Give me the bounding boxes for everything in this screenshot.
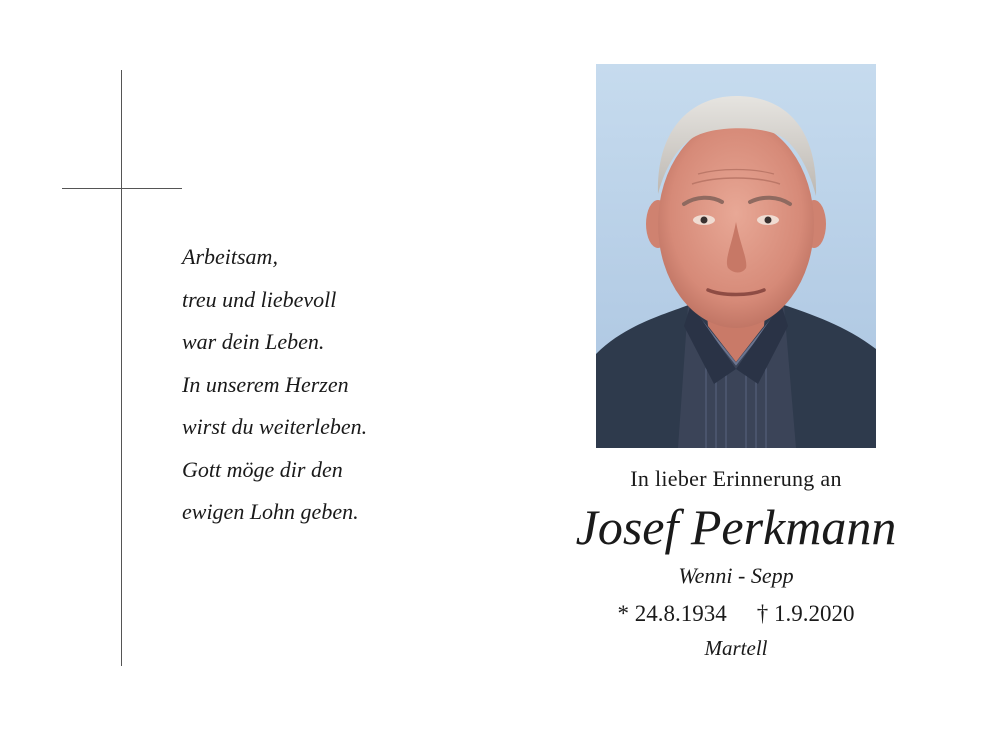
poem-line: ewigen Lohn geben. xyxy=(182,499,359,524)
poem-line: Gott möge dir den xyxy=(182,456,343,482)
intro-text: In lieber Erinnerung an xyxy=(630,466,842,491)
deceased-name: Josef Perkmann xyxy=(575,499,897,555)
nickname: Wenni - Sepp xyxy=(678,563,794,588)
poem-line: war dein Leben. xyxy=(182,329,325,354)
cross-horizontal-line xyxy=(62,188,182,189)
place: Martell xyxy=(704,636,768,660)
poem-line: treu und liebevoll xyxy=(182,286,337,312)
birth-date: * 24.8.1934 xyxy=(617,601,727,626)
poem xyxy=(182,236,482,534)
poem-line: wirst du weiterleben. xyxy=(182,414,368,439)
cross-vertical-line xyxy=(121,70,122,666)
poem-line: In unserem Herzen xyxy=(182,371,349,397)
portrait-photo xyxy=(596,64,876,448)
poem-line: Arbeitsam, xyxy=(182,244,278,269)
death-date: † 1.9.2020 xyxy=(756,601,855,626)
life-dates xyxy=(540,596,932,632)
memorial-text xyxy=(540,462,932,664)
